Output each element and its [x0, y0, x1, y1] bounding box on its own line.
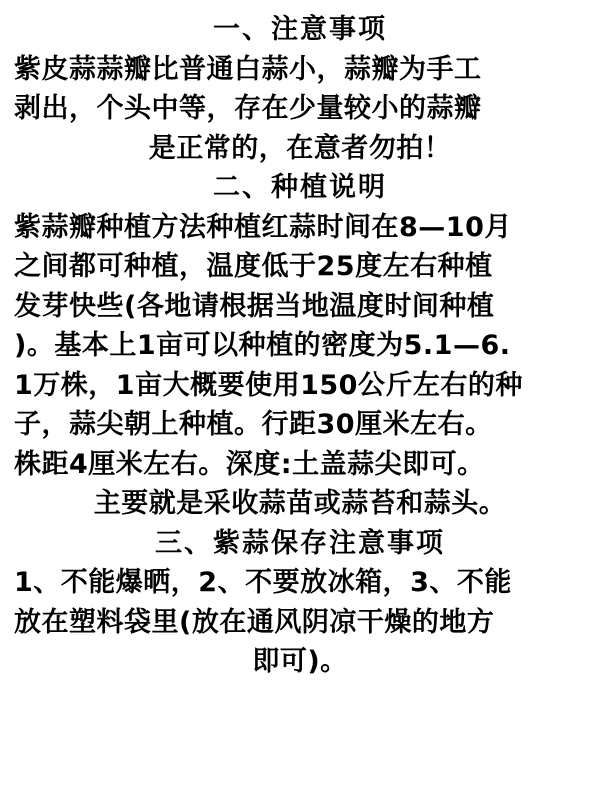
section-3-line: 即可)。	[252, 646, 348, 677]
section-1-line: 是正常的，在意者勿拍！	[148, 132, 452, 164]
section-3-line: 1、不能爆晒，2、不要放冰箱，3、不能	[14, 567, 512, 598]
section-2-line: 紫蒜瓣种植方法种植红蒜时间在8—10月	[14, 211, 512, 243]
section-2-line: 株距4厘米左右。深度:土盖蒜尖即可。	[14, 448, 485, 480]
section-1-line: 紫皮蒜蒜瓣比普通白蒜小，蒜瓣为手工	[14, 53, 482, 85]
section-2-heading: 二、种植说明	[213, 172, 387, 203]
section-2-line: 之间都可种植，温度低于25度左右种植	[14, 251, 493, 282]
section-3-heading: 三、紫蒜保存注意事项	[155, 527, 445, 559]
section-2-line: 1万株，1亩大概要使用150公斤左右的种	[14, 369, 523, 401]
section-1-line: 剥出，个头中等，存在少量较小的蒜瓣	[14, 93, 482, 124]
section-3-line: 放在塑料袋里(放在通风阴凉干燥的地方	[14, 606, 495, 638]
section-2-line: )。基本上1亩可以种植的密度为5.1—6.	[14, 330, 511, 361]
section-1-heading: 一、注意事项	[213, 14, 387, 45]
section-2-line: 子，蒜尖朝上种植。行距30厘米左右。	[14, 409, 493, 440]
section-2-line: 发芽快些(各地请根据当地温度时间种植	[14, 290, 495, 322]
section-2-line: 主要就是采收蒜苗或蒜苔和蒜头。	[93, 488, 507, 519]
